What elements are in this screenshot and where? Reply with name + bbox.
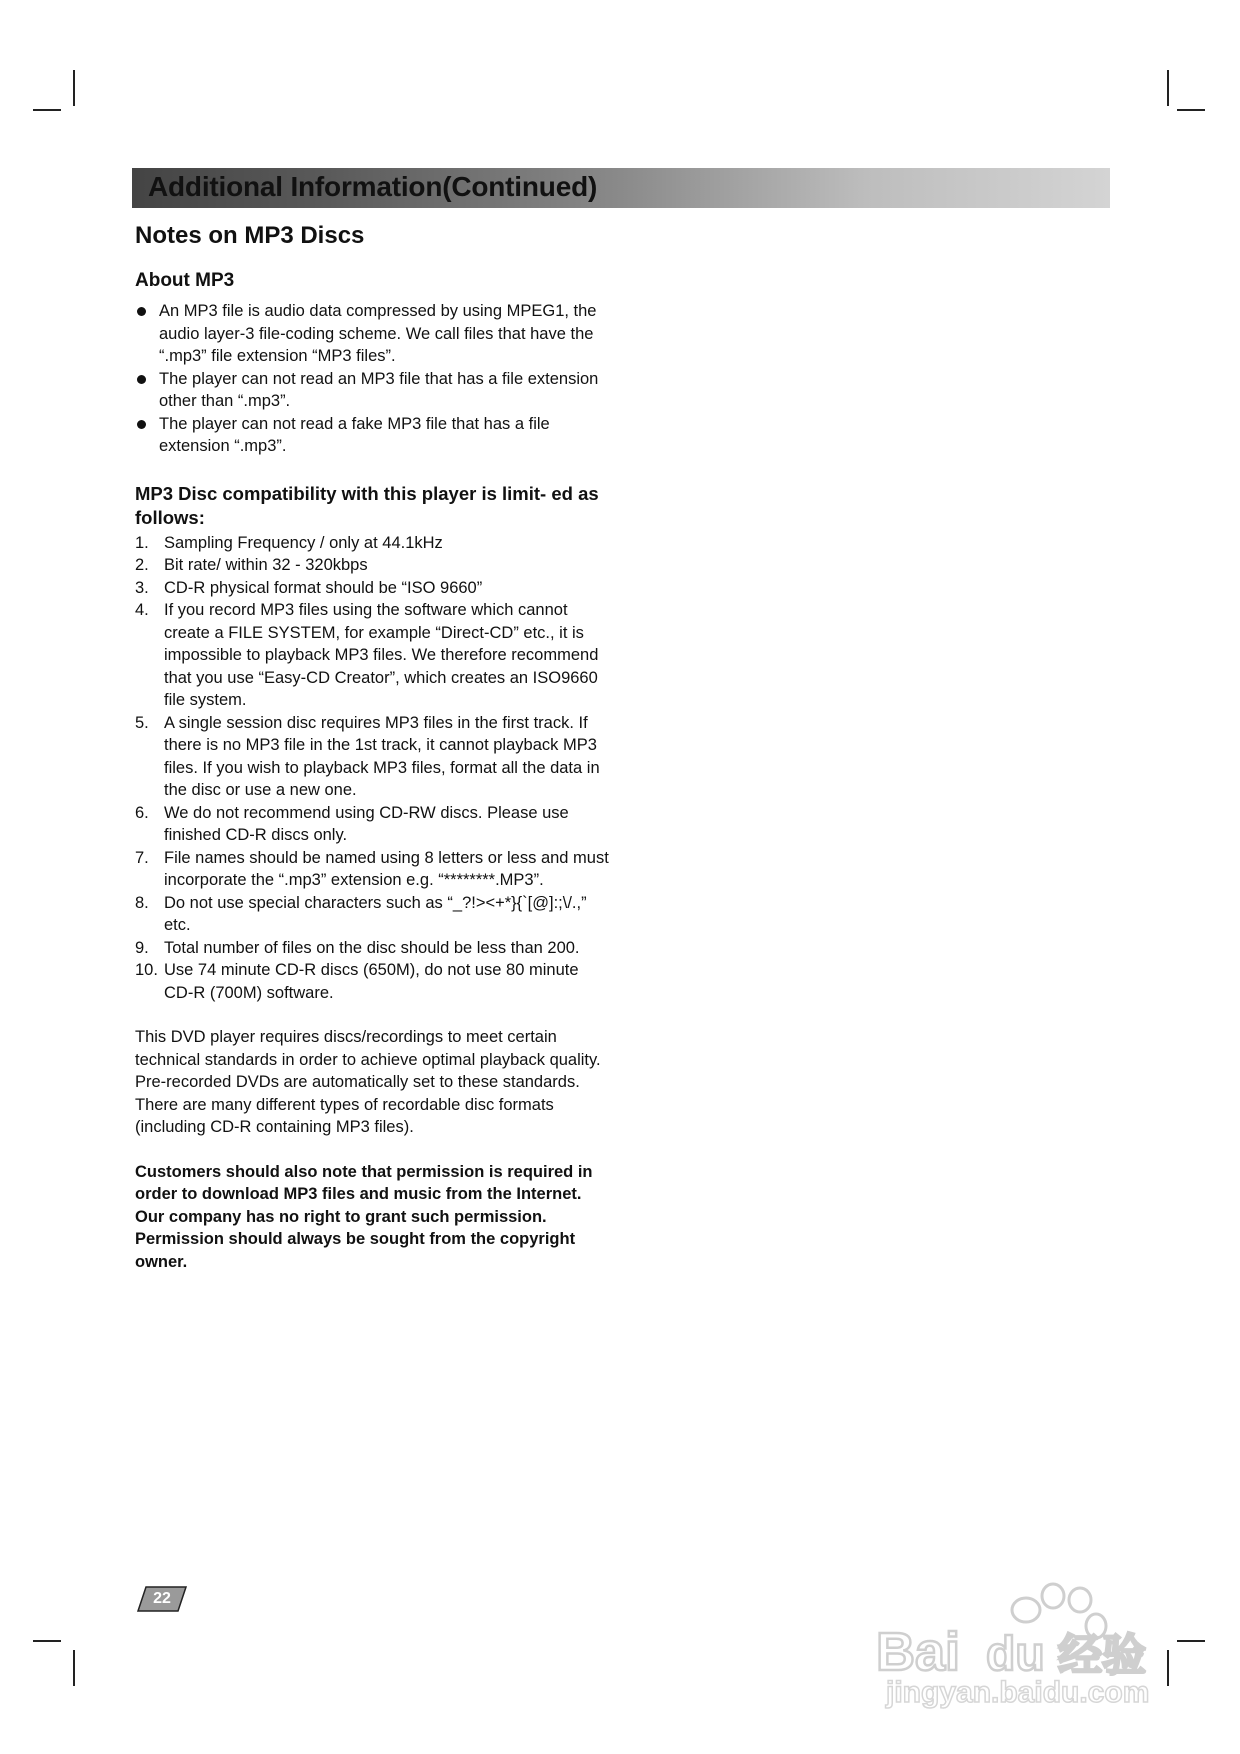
svg-text:Bai: Bai: [876, 1622, 961, 1682]
list-item: 6. We do not recommend using CD-RW discs. Please use finished CD-R discs only.: [135, 803, 569, 844]
crop-mark-top-left-v: [73, 70, 75, 106]
list-item: 5. A single session disc requires MP3 files in the first track. If there is no MP3 file in the 1st track, it cannot playback MP3 files. If you wish to playback MP3 files, format all the data in the disc or use a new one.: [135, 713, 600, 799]
crop-mark-bottom-left-h: [33, 1640, 61, 1642]
list-item: The player can not read a fake MP3 file that has a file extension “.mp3”.: [135, 413, 610, 458]
svg-text:du: du: [986, 1628, 1045, 1681]
list-item: 9. Total number of files on the disc should be less than 200.: [135, 938, 580, 957]
list-item: 2. Bit rate/ within 32 - 320kbps: [135, 556, 368, 574]
list-item: 8. Do not use special characters such as “_?!><+*}{`[@]:;\/.,” etc.: [135, 893, 587, 934]
crop-mark-top-left-h: [33, 109, 61, 111]
section-title: Notes on MP3 Discs: [135, 222, 365, 249]
list-item: The player can not read an MP3 file that has a file extension other than “.mp3”.: [135, 368, 610, 413]
bullet-icon: [137, 420, 146, 429]
crop-mark-bottom-left-v: [73, 1650, 75, 1686]
page-title: Additional Information(Continued): [148, 171, 598, 202]
baidu-jingyan-watermark: [876, 1570, 1196, 1710]
compat-list: [135, 532, 610, 1005]
standards-paragraph: This DVD player requires discs/recordings to meet certain technical standards in order to achieve optimal playback quality. Pre-recorded DVDs are automatically set to these standards. There are many different types of recordable disc formats (including CD-R containing MP3 files).: [135, 1028, 601, 1136]
paw-logo-icon: [876, 1570, 1196, 1710]
list-item: 4. If you record MP3 files using the software which cannot create a FILE SYSTEM, for example “Direct-CD” etc., it is impossible to playback MP3 files. We therefore recommend that you use “Easy-CD Creator”, which creates an ISO9660 file system.: [135, 601, 599, 709]
svg-text:jingyan.baidu.com: jingyan.baidu.com: [886, 1676, 1150, 1709]
list-item: 1. Sampling Frequency / only at 44.1kHz: [135, 533, 443, 552]
spacer: [135, 1004, 610, 1026]
about-list: [135, 300, 610, 458]
spacer: [135, 1139, 610, 1161]
about-heading: About MP3: [135, 270, 235, 291]
bullet-icon: [137, 375, 146, 384]
page-number-badge: [136, 1586, 188, 1612]
list-item: 10. Use 74 minute CD-R discs (650M), do not use 80 minute CD-R (700M) software.: [135, 961, 579, 1002]
list-item: 3. CD-R physical format should be “ISO 9660”: [135, 578, 483, 597]
crop-mark-top-right-h: [1177, 109, 1205, 111]
copyright-note: Customers should also note that permission is required in order to download MP3 files and music from the Internet. Our company has no right to grant such permission. Permission should always be sought from the copyright owner.: [135, 1162, 593, 1271]
bullet-icon: [137, 307, 146, 316]
main-content: [135, 222, 610, 1273]
list-item: 7. File names should be named using 8 letters or less and must incorporate the “.mp3” extension e.g. “********.MP3”.: [135, 848, 609, 889]
crop-mark-top-right-v: [1167, 70, 1169, 106]
svg-text:经验: 经验: [1058, 1630, 1146, 1681]
header-banner: [132, 168, 1110, 208]
page-number: 22: [153, 1590, 171, 1607]
compat-heading: MP3 Disc compatibility with this player is limit- ed as follows:: [135, 482, 599, 528]
list-item: An MP3 file is audio data compressed by using MPEG1, the audio layer-3 file-coding scheme. We call files that have the “.mp3” file extension “MP3 files”.: [135, 300, 610, 368]
